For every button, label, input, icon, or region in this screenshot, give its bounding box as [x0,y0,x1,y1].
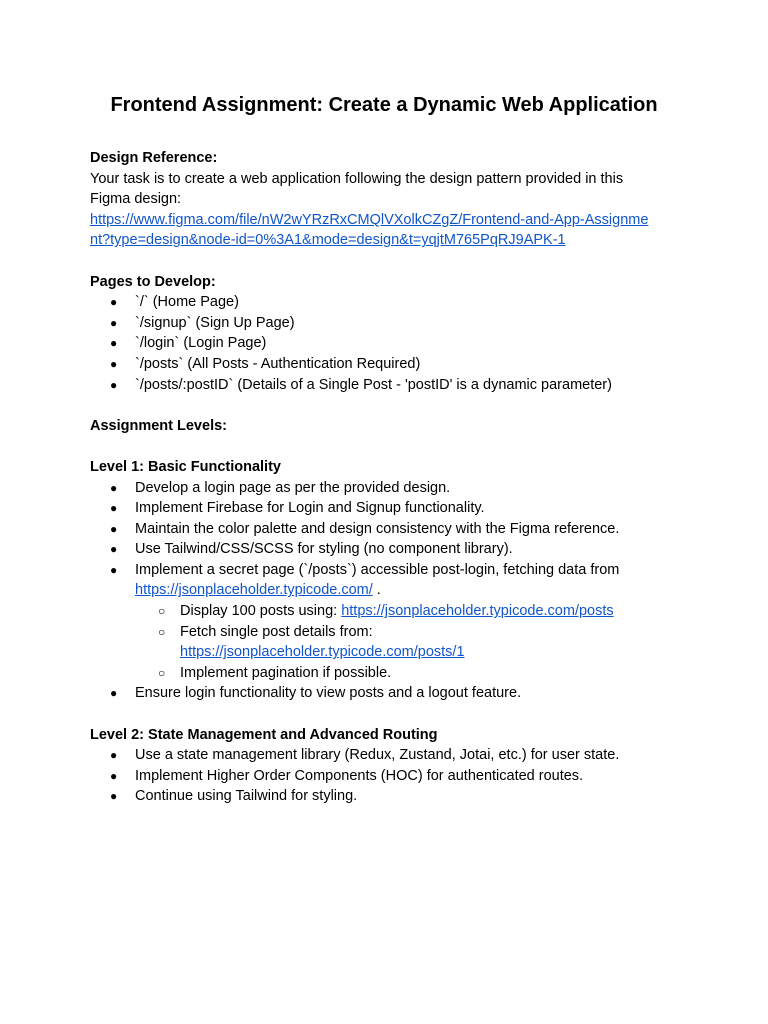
bullet-icon: ● [110,295,118,310]
list-item [90,766,678,787]
list-item-suffix: . [372,582,381,599]
bullet-icon: ● [110,748,118,763]
bullet-icon: ● [110,356,118,371]
level1-list [90,478,678,705]
bullet-icon: ● [110,336,118,351]
bullet-icon: ● [110,521,118,536]
list-item [90,498,678,519]
level1-heading: Level 1: Basic Functionality [90,458,281,475]
bullet-icon: ● [110,315,118,330]
list-item [90,292,678,313]
list-item-text: `/posts/:postID` (Details of a Single Post - 'postID' is a dynamic parameter) [135,376,612,393]
figma-link-line-2[interactable]: nt?type=design&node-id=0%3A1&mode=design&t=yqjtM765PqRJ9APK-1 [90,232,566,249]
list-item-text: Use a state management library (Redux, Zustand, Jotai, etc.) for user state. [135,747,620,764]
bullet-icon: ● [110,501,118,516]
list-item-text: `/login` (Login Page) [135,335,267,352]
sub-list-item [90,601,678,622]
posts-link[interactable]: https://jsonplaceholder.typicode.com/posts [341,603,614,620]
sub-list-item-text: Fetch single post details from: [180,623,373,640]
sub-list-item-text: Implement pagination if possible. [180,664,392,681]
list-item [90,519,678,540]
design-reference-heading: Design Reference: [90,150,218,166]
figma-link-line-1[interactable]: https://www.figma.com/file/nW2wYRzRxCMQlVXolkCZgZ/Frontend-and-App-Assignme [90,211,649,228]
list-item [90,354,678,375]
list-item [90,313,678,334]
level2-heading: Level 2: State Management and Advanced Routing [90,726,438,743]
jsonplaceholder-link[interactable]: https://jsonplaceholder.typicode.com/ [135,582,373,599]
list-item-text: `/` (Home Page) [135,294,239,311]
level2-list [90,745,678,807]
list-item [90,375,678,396]
sub-bullet-icon: ○ [158,665,166,680]
sub-list-item [90,663,678,684]
bullet-icon: ● [110,542,118,557]
sub-list-item [90,622,678,663]
list-item-text: Implement a secret page (`/posts`) accessible post-login, fetching data from [135,561,620,578]
list-item [90,539,678,560]
design-reference-text-2: Figma design: [90,191,182,208]
list-item-text: Ensure login functionality to view posts and a logout feature. [135,685,522,702]
sub-list-item-text: Display 100 posts using: [180,603,342,620]
list-item [90,786,678,807]
list-item-text: `/posts` (All Posts - Authentication Required) [135,355,421,372]
bullet-icon: ● [110,480,118,495]
list-item-text: Use Tailwind/CSS/SCSS for styling (no component library). [135,541,513,558]
single-post-link[interactable]: https://jsonplaceholder.typicode.com/posts/1 [180,644,465,661]
pages-list [90,292,678,395]
assignment-levels-heading: Assignment Levels: [90,417,227,434]
list-item-text: Develop a login page as per the provided design. [135,479,451,496]
list-item [90,683,678,704]
bullet-icon: ● [110,686,118,701]
list-item-text: Implement Higher Order Components (HOC) for authenticated routes. [135,767,584,784]
list-item [90,478,678,499]
list-item [90,333,678,354]
list-item-text: `/signup` (Sign Up Page) [135,314,295,331]
list-item [90,560,678,601]
list-item-text: Continue using Tailwind for styling. [135,788,358,805]
sub-bullet-icon: ○ [158,604,166,619]
document-title: Frontend Assignment: Create a Dynamic Web Application [110,94,658,116]
bullet-icon: ● [110,562,118,577]
list-item-text: Implement Firebase for Login and Signup functionality. [135,500,485,517]
list-item [90,745,678,766]
bullet-icon: ● [110,789,118,804]
pages-heading: Pages to Develop: [90,273,216,290]
bullet-icon: ● [110,768,118,783]
sub-bullet-icon: ○ [158,624,166,639]
list-item-text: Maintain the color palette and design consistency with the Figma reference. [135,520,620,537]
design-reference-text-1: Your task is to create a web application following the design pattern provided in this [90,170,624,187]
bullet-icon: ● [110,377,118,392]
